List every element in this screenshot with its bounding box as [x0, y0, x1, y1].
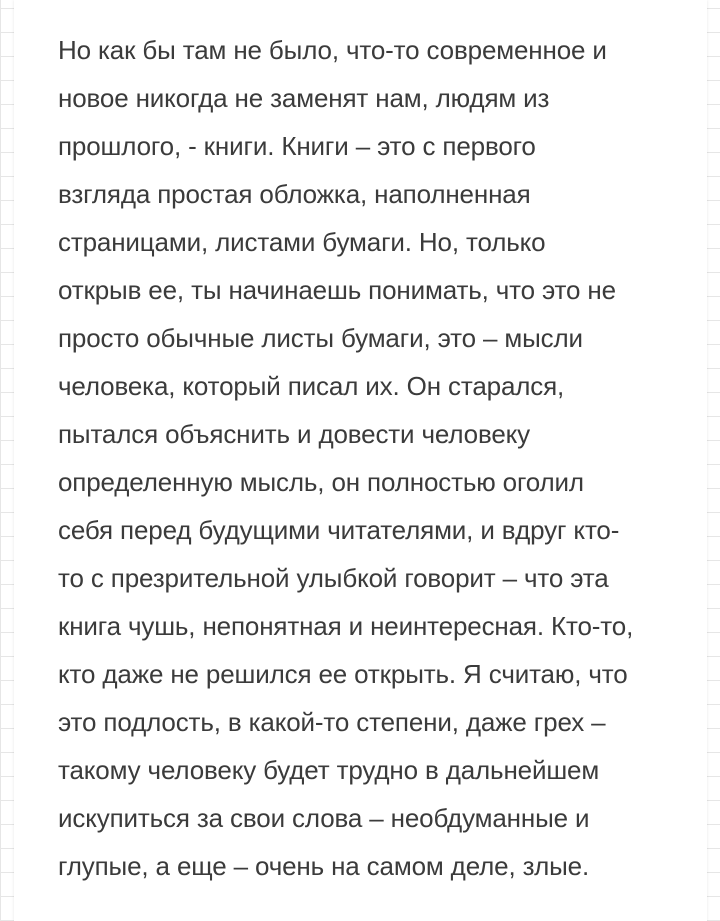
text-line: пытался объяснить и довести человеку	[58, 419, 531, 449]
essay-text	[58, 26, 698, 890]
text-line: это подлость, в какой-то степени, даже грех –	[58, 707, 606, 737]
text-line: то с презрительной улыбкой говорит – что эта	[58, 563, 609, 593]
text-line: книга чушь, непонятная и неинтересная. Кто-то,	[58, 611, 634, 641]
text-line: такому человеку будет трудно в дальнейшем	[58, 755, 600, 785]
text-line: глупые, а еще – очень на самом деле, злые.	[58, 851, 590, 881]
text-line: себя перед будущими читателями, и вдруг кто-	[58, 515, 620, 545]
text-line: искупиться за свои слова – необдуманные и	[58, 803, 590, 833]
text-line: Но как бы там не было, что-то современное и	[58, 35, 607, 65]
text-line: открыв ее, ты начинаешь понимать, что это не	[58, 275, 616, 305]
text-line: страницами, листами бумаги. Но, только	[58, 227, 546, 257]
text-line: взгляда простая обложка, наполненная	[58, 179, 531, 209]
text-line: прошлого, - книги. Книги – это с первого	[58, 131, 536, 161]
text-line: кто даже не решился ее открыть. Я считаю, что	[58, 659, 628, 689]
text-card	[14, 0, 707, 921]
text-line: человека, который писал их. Он старался,	[58, 371, 565, 401]
text-line: просто обычные листы бумаги, это – мысли	[58, 323, 583, 353]
text-line: новое никогда не заменят нам, людям из	[58, 83, 550, 113]
text-line: определенную мысль, он полностью оголил	[58, 467, 584, 497]
